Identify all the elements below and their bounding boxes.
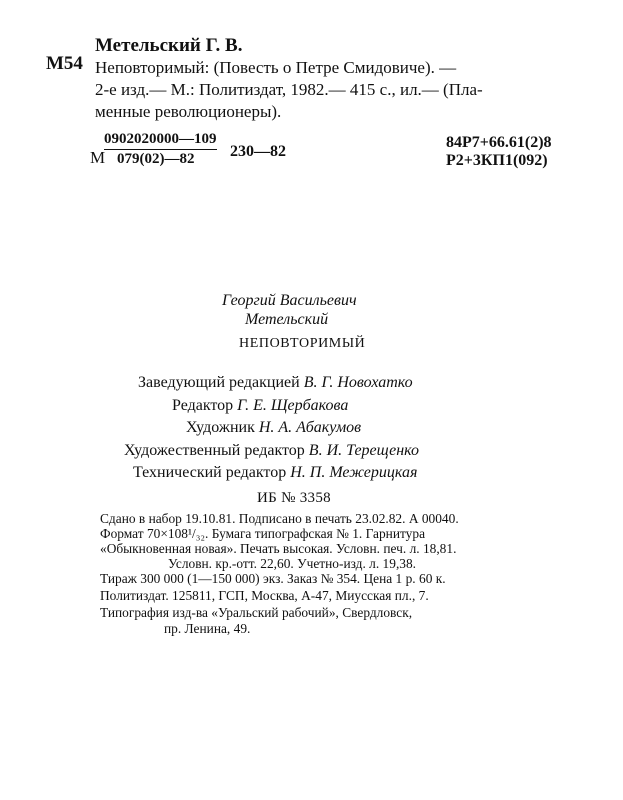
index-suffix: 230—82 [230, 143, 286, 160]
print-info-line: Тираж 300 000 (1—150 000) экз. Заказ № 354. Цена 1 р. 60 к. [100, 571, 446, 586]
book-author-line-2: Метельский [245, 311, 329, 328]
print-info-line: Типография изд-ва «Уральский рабочий», Свердловск, [100, 605, 413, 620]
credit-name: Н. А. Абакумов [258, 419, 362, 436]
print-info-line: Политиздат. 125811, ГСП, Москва, А-47, Миусская пл., 7. [100, 588, 429, 603]
description-line-1: Неповторимый: (Повесть о Петре Смидовиче). — [95, 58, 457, 77]
credit-name: В. И. Терещенко [308, 442, 420, 459]
credit-role: Художественный редактор [124, 442, 305, 459]
credit-line [186, 419, 361, 437]
bbk-code-2: Р2+3КП1(092) [446, 152, 548, 169]
credit-name: Г. Е. Щербакова [237, 397, 349, 414]
print-info-line: Сдано в набор 19.10.81. Подписано в печать 23.02.82. А 00040. [100, 511, 459, 526]
author-heading: Метельский Г. В. [95, 35, 243, 56]
print-info-line: «Обыкновенная новая». Печать высокая. Условн. печ. л. 18,81. [100, 541, 457, 556]
ib-number: ИБ № 3358 [257, 490, 331, 506]
index-prefix: М [90, 148, 106, 167]
credit-role: Редактор [172, 397, 234, 414]
credit-line [138, 374, 413, 392]
print-info-line: пр. Ленина, 49. [164, 621, 251, 636]
credit-name: В. Г. Новохатко [303, 374, 413, 391]
bbk-code-1: 84Р7+66.61(2)8 [446, 134, 552, 151]
book-author-line-1: Георгий Васильевич [222, 292, 357, 309]
book-title: НЕПОВТОРИМЫЙ [239, 336, 366, 351]
print-info-line: Условн. кр.-отт. 22,60. Учетно-изд. л. 19,38. [168, 556, 417, 571]
index-numerator: 0902020000—109 [104, 131, 217, 150]
credit-line [124, 442, 419, 460]
credit-role: Технический редактор [133, 464, 287, 481]
credit-line [133, 464, 417, 482]
print-info-line: Формат 70×108¹/₃₂. Бумага типографская № 1. Гарнитура [100, 526, 426, 541]
credit-line [172, 397, 348, 415]
credit-role: Художник [186, 419, 255, 436]
credit-role: Заведующий редакцией [138, 374, 300, 391]
description-line-3: менные революционеры). [95, 102, 282, 121]
catalog-code: М54 [46, 53, 83, 74]
index-denominator: 079(02)—82 [117, 151, 195, 167]
description-line-2: 2-е изд.— М.: Политиздат, 1982.— 415 с., ил.— (Пла- [95, 80, 483, 99]
credit-name: Н. П. Межерицкая [290, 464, 418, 481]
